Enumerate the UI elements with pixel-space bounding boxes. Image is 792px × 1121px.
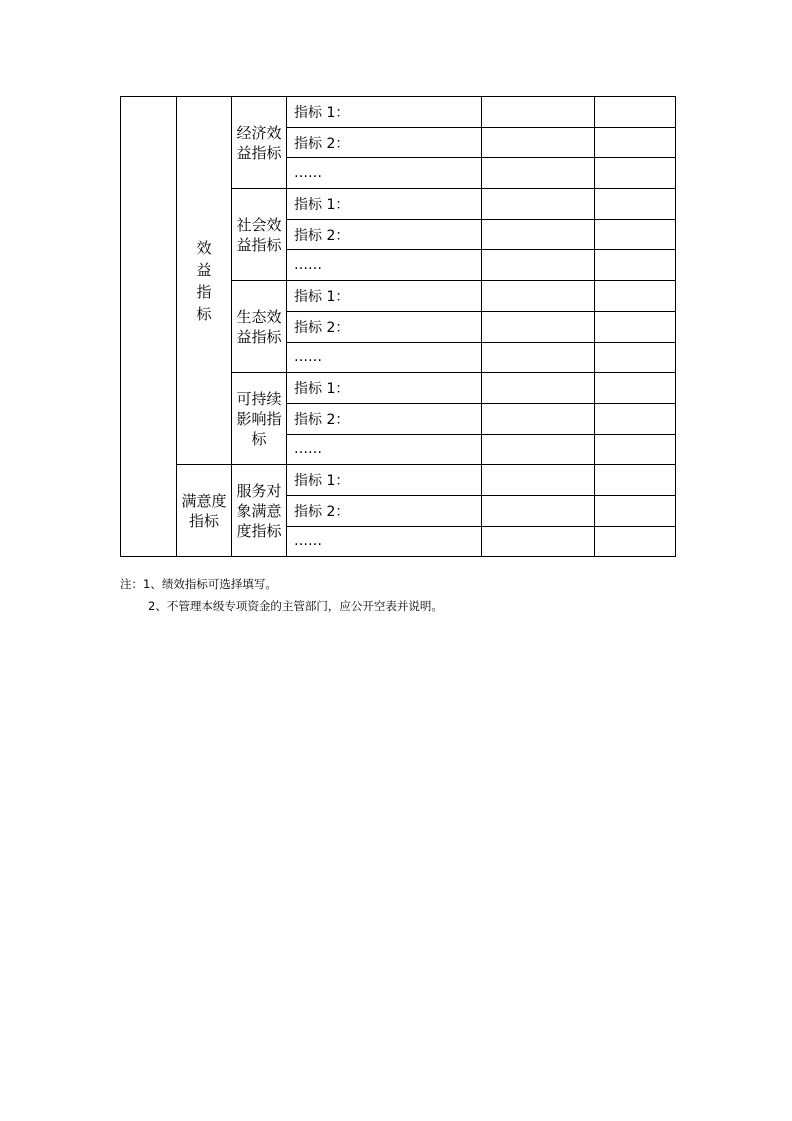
indicator-cell: 指标 2： bbox=[287, 495, 482, 526]
indicator-cell: …… bbox=[287, 158, 482, 189]
value-cell bbox=[482, 465, 595, 496]
value-cell bbox=[482, 495, 595, 526]
value-cell bbox=[482, 97, 595, 128]
value-cell bbox=[482, 281, 595, 312]
value-cell bbox=[595, 127, 676, 158]
subcategory-ecological-benefit: 生态效益指标 bbox=[232, 281, 287, 373]
indicator-cell: 指标 2： bbox=[287, 127, 482, 158]
footnote-1: 注：1、绩效指标可选择填写。 bbox=[120, 577, 277, 591]
table-row bbox=[121, 465, 676, 496]
table-row bbox=[121, 97, 676, 128]
value-cell bbox=[595, 465, 676, 496]
indicator-cell: 指标 1： bbox=[287, 97, 482, 128]
indicator-cell: 指标 2： bbox=[287, 311, 482, 342]
value-cell bbox=[595, 403, 676, 434]
indicator-cell: 指标 2： bbox=[287, 403, 482, 434]
subcategory-service-satisfaction: 服务对象满意度指标 bbox=[232, 465, 287, 557]
value-cell bbox=[595, 434, 676, 465]
value-cell bbox=[595, 373, 676, 404]
value-cell bbox=[482, 526, 595, 557]
empty-first-column-cell bbox=[121, 97, 177, 557]
indicator-cell: 指标 2： bbox=[287, 219, 482, 250]
value-cell bbox=[595, 281, 676, 312]
value-cell bbox=[482, 403, 595, 434]
category-satisfaction-indicators: 满意度指标 bbox=[177, 465, 232, 557]
category-benefit-indicators: 效益指标 bbox=[177, 97, 232, 465]
value-cell bbox=[595, 158, 676, 189]
footnote-2: 2、不管理本级专项资金的主管部门，应公开空表并说明。 bbox=[148, 599, 443, 613]
value-cell bbox=[482, 373, 595, 404]
indicator-cell: 指标 1： bbox=[287, 373, 482, 404]
value-cell bbox=[595, 219, 676, 250]
value-cell bbox=[482, 189, 595, 220]
value-cell bbox=[595, 495, 676, 526]
performance-indicator-table bbox=[120, 96, 676, 557]
indicator-cell: 指标 1： bbox=[287, 189, 482, 220]
value-cell bbox=[482, 250, 595, 281]
indicator-cell: …… bbox=[287, 526, 482, 557]
value-cell bbox=[482, 434, 595, 465]
value-cell bbox=[482, 311, 595, 342]
indicator-cell: 指标 1： bbox=[287, 465, 482, 496]
indicator-cell: …… bbox=[287, 434, 482, 465]
value-cell bbox=[595, 97, 676, 128]
value-cell bbox=[482, 127, 595, 158]
value-cell bbox=[595, 526, 676, 557]
value-cell bbox=[482, 219, 595, 250]
indicator-cell: …… bbox=[287, 342, 482, 373]
subcategory-economic-benefit: 经济效益指标 bbox=[232, 97, 287, 189]
indicator-cell: …… bbox=[287, 250, 482, 281]
value-cell bbox=[595, 250, 676, 281]
subcategory-social-benefit: 社会效益指标 bbox=[232, 189, 287, 281]
value-cell bbox=[595, 342, 676, 373]
subcategory-sustainable-impact: 可持续影响指标 bbox=[232, 373, 287, 465]
value-cell bbox=[595, 311, 676, 342]
indicator-cell: 指标 1： bbox=[287, 281, 482, 312]
value-cell bbox=[595, 189, 676, 220]
value-cell bbox=[482, 158, 595, 189]
value-cell bbox=[482, 342, 595, 373]
